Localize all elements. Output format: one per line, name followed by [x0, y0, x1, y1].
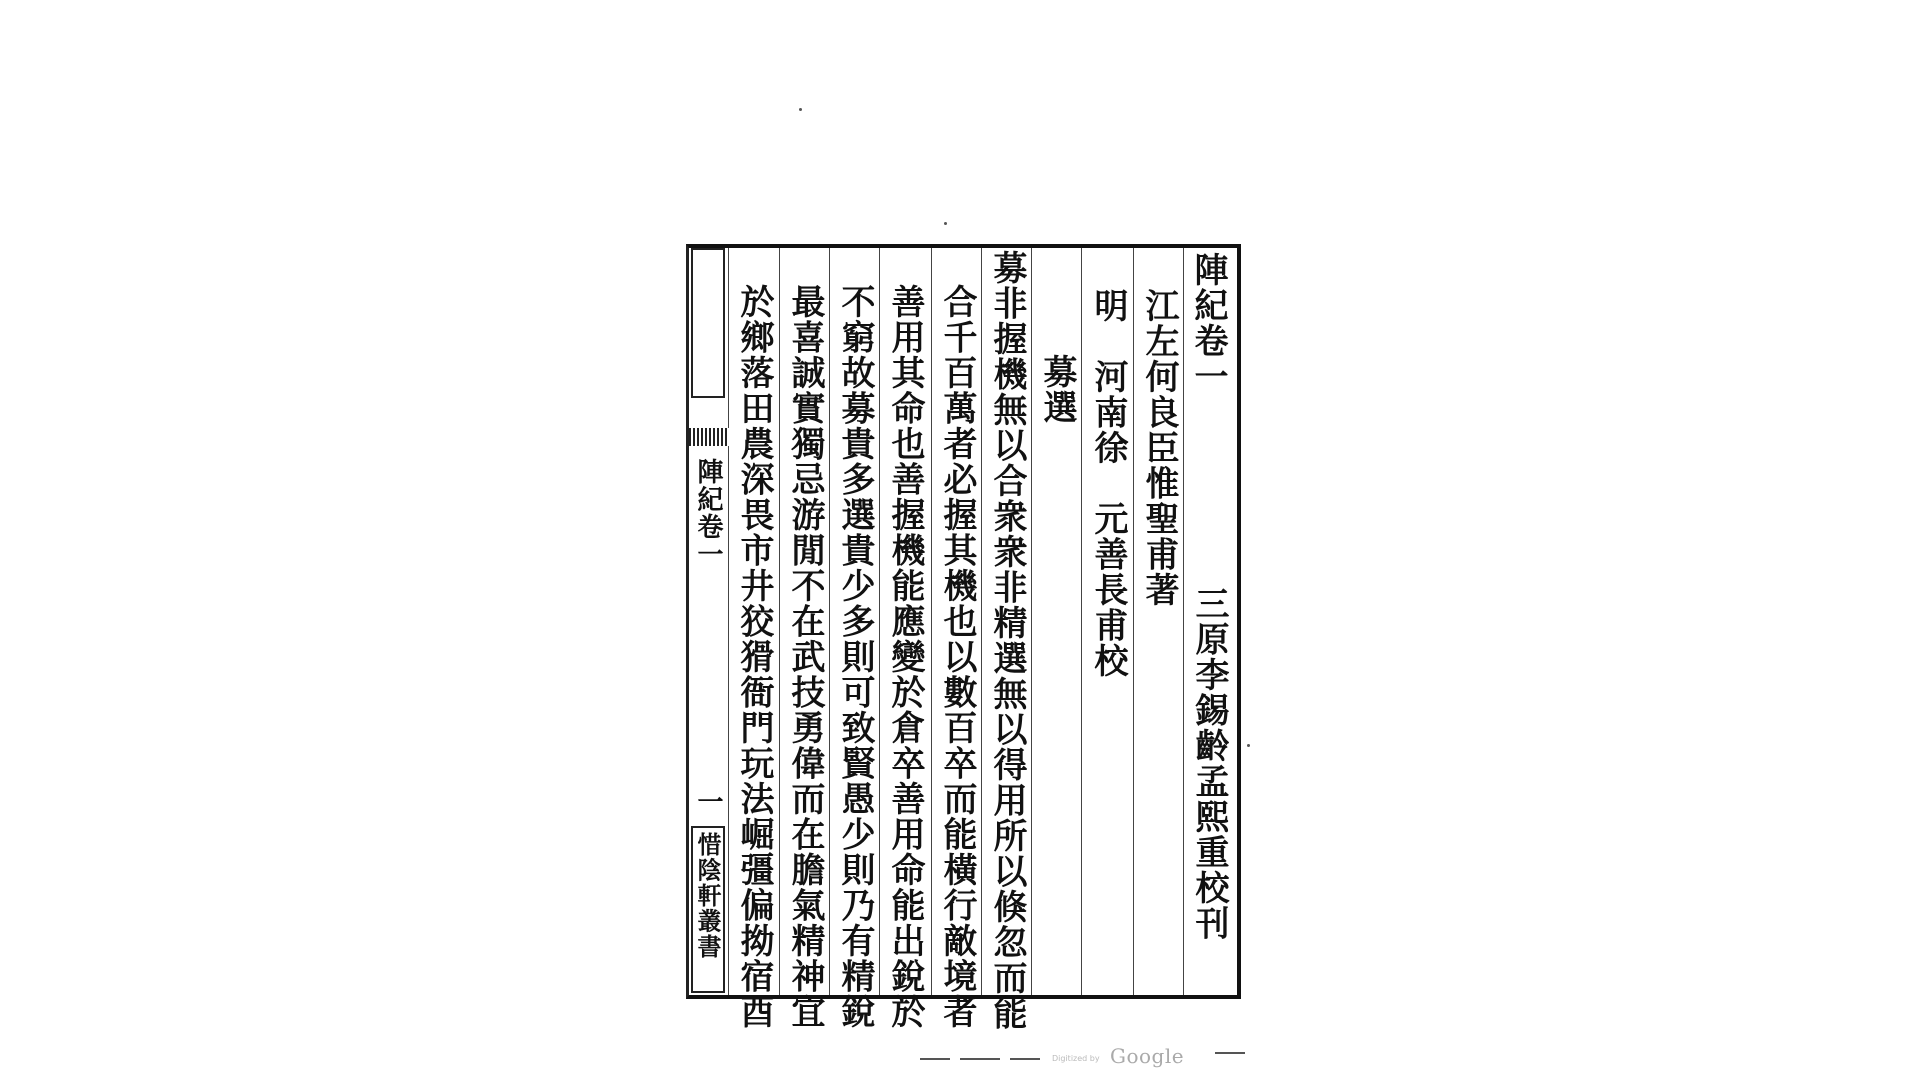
- author-credit: 江左何良臣惟聖甫著: [1133, 248, 1183, 995]
- spine-page-number: 一: [693, 788, 723, 816]
- scan-edge-line: [920, 1058, 950, 1060]
- google-watermark: Google: [1110, 1044, 1185, 1068]
- spine-title: 陣紀卷一: [693, 458, 723, 568]
- text-column-9: 最喜誠實獨忌游閒不在武技勇偉而在膽氣精神宜: [779, 248, 829, 995]
- scan-speck: [944, 222, 947, 225]
- digitized-by-label: Digitized by: [1052, 1054, 1100, 1063]
- editor-credit: 明 河南徐 元善長甫校: [1081, 248, 1133, 995]
- recompiler-credit: 三原李錫齡孟熙重校刊: [1183, 248, 1233, 995]
- scan-speck: [1247, 744, 1250, 747]
- scan-edge-line: [1010, 1058, 1040, 1060]
- spine-publisher: 惜陰軒叢書: [693, 832, 722, 960]
- volume-title: 陣紀卷一: [1188, 252, 1228, 394]
- scan-speck: [799, 108, 802, 111]
- text-column-5: 募非握機無以合衆衆非精選無以得用所以倏忽而能: [981, 248, 1031, 995]
- page-spine: [689, 248, 729, 995]
- scan-edge-line: [960, 1058, 1000, 1060]
- spine-upper-box: [691, 248, 725, 398]
- text-column-10: 於鄉落田農深畏市井狡猾衙門玩法崛彊偏拗宿酉: [734, 284, 774, 1030]
- text-column-7: 善用其命也善握機能應變於倉卒善用命能出銳於: [879, 248, 931, 995]
- section-heading: 募選: [1031, 248, 1081, 995]
- text-column-6: 合千百萬者必握其機也以數百卒而能橫行敵境者: [931, 248, 981, 995]
- text-column-8: 不窮故募貴多選貴少多則可致賢愚少則乃有精銳: [829, 248, 879, 995]
- book-page: [686, 244, 1241, 1031]
- scan-edge-line: [1215, 1052, 1245, 1054]
- spine-fishtail-mark: [689, 428, 729, 446]
